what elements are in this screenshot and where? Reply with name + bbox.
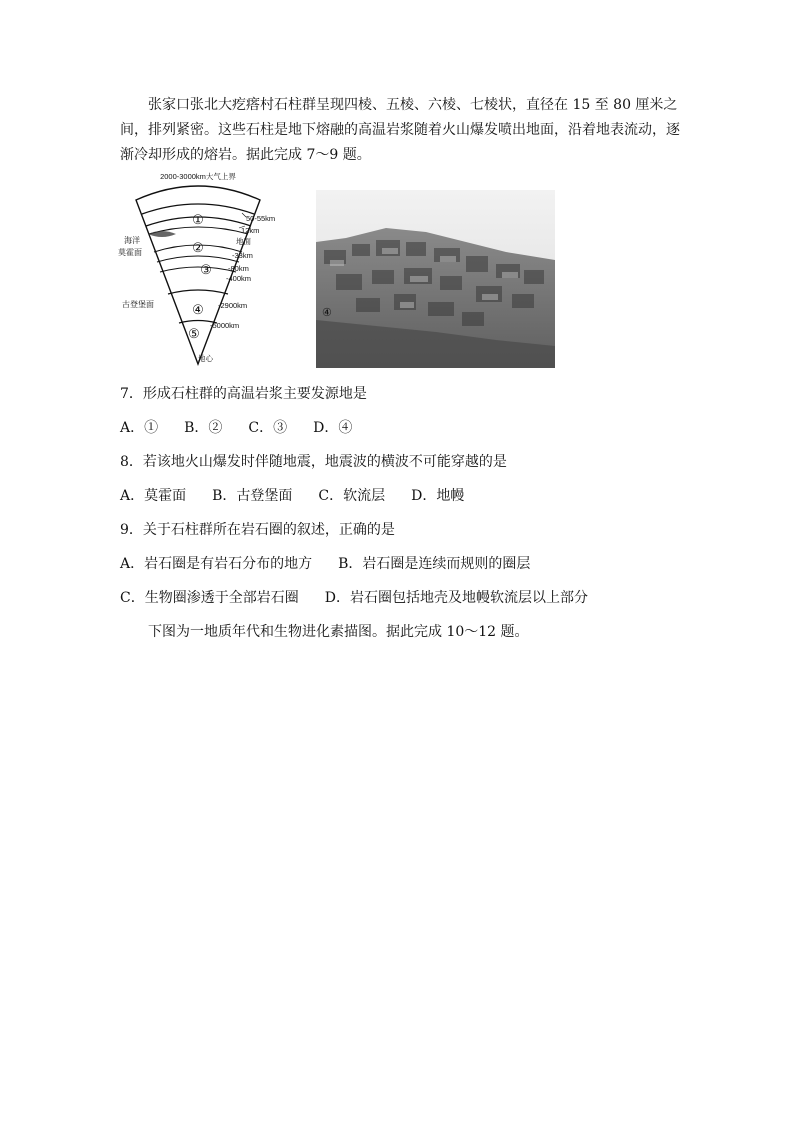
right-label-2: 地面	[236, 237, 251, 246]
question-7-stem: 7．形成石柱群的高温岩浆主要发源地是	[120, 386, 367, 402]
question-8-stem: 8．若该地火山爆发时伴随地震，地震波的横波不可能穿越的是	[120, 454, 507, 470]
left-label-1: 莫霍面	[118, 248, 142, 257]
right-label-5: -400km	[226, 274, 252, 283]
q7-option-a[interactable]: A．①	[120, 420, 159, 436]
layer-label-5: ⑤	[188, 326, 200, 341]
layer-label-3: ③	[200, 262, 212, 277]
q8-option-a[interactable]: A．莫霍面	[120, 488, 187, 504]
q9-option-c[interactable]: C．生物圈渗透于全部岩石圈	[120, 590, 299, 606]
stone-pillar-photo	[316, 190, 555, 368]
right-label-8: 地心	[198, 354, 213, 363]
q9-option-b[interactable]: B．岩石圈是连续而规则的圈层	[338, 556, 531, 572]
right-label-1: 12km	[241, 226, 260, 235]
question-7-options	[120, 418, 378, 438]
q7-option-c[interactable]: C．③	[248, 420, 288, 436]
q8-option-d[interactable]: D．地幔	[411, 488, 465, 504]
right-label-7: -5000km	[210, 321, 240, 330]
right-label-0: 50-55km	[246, 214, 276, 223]
question-9-stem: 9．关于石柱群所在岩石圈的叙述，正确的是	[120, 522, 395, 538]
q9-option-a[interactable]: A．岩石圈是有岩石分布的地方	[120, 556, 313, 572]
earth-layers-diagram	[118, 168, 314, 368]
next-section-intro: 下图为一地质年代和生物进化素描图。据此完成 10～12 题。	[148, 624, 529, 640]
layer-label-4: ④	[192, 302, 204, 317]
intro-paragraph: 张家口张北大疙瘩村石柱群呈现四棱、五棱、六棱、七棱状，直径在 15 至 80 厘米之间，排列紧密。这些石柱是地下熔融的高温岩浆随着火山爆发喷出地面，沿着地表流动，逐渐冷却形成的熔岩。据此完成 7～9 题。	[120, 97, 680, 163]
question-9-options-row1	[120, 554, 556, 574]
left-label-0: 海洋	[124, 236, 140, 245]
layer-label-1: ①	[192, 212, 204, 227]
q7-option-d[interactable]: D．④	[313, 420, 353, 436]
top-label: 2000-3000km大气上界	[160, 172, 236, 181]
q9-option-d[interactable]: D．岩石圈包括地壳及地幔软流层以上部分	[324, 590, 588, 606]
right-label-6: -2900km	[218, 301, 248, 310]
question-8-options	[120, 486, 490, 506]
left-label-2: 古登堡面	[122, 300, 154, 309]
q7-option-b[interactable]: B．②	[184, 420, 223, 436]
right-label-3: -33km	[232, 251, 253, 260]
right-label-4: -80km	[228, 264, 249, 273]
q8-option-b[interactable]: B．古登堡面	[212, 488, 293, 504]
layer-label-2: ②	[192, 240, 204, 255]
photo-mark: ④	[322, 307, 332, 319]
q8-option-c[interactable]: C．软流层	[318, 488, 386, 504]
question-9-options-row2	[120, 588, 614, 608]
